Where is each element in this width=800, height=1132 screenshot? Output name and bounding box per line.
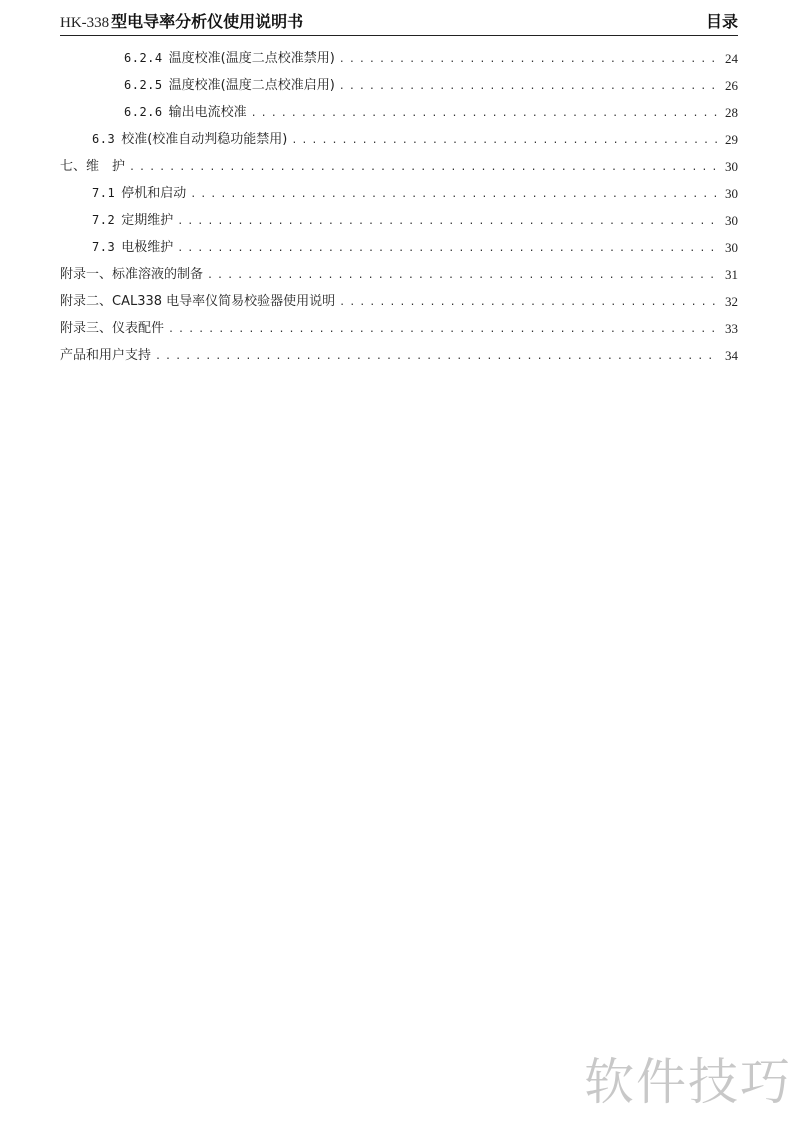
toc-entry-number: 7.3 (92, 240, 116, 254)
toc-dot-leader (190, 180, 718, 207)
toc-dot-leader (129, 153, 718, 180)
toc-page-number: 30 (725, 213, 738, 228)
toc-entry[interactable] (60, 72, 738, 99)
toc-entry-title: 产品和用户支持 (60, 348, 152, 363)
toc-page-number: 24 (725, 51, 738, 66)
watermark: 软件技巧 (584, 1053, 792, 1111)
header-title-group (60, 9, 303, 32)
toc-entry-number: 7.2 (92, 213, 116, 227)
toc-page-number: 30 (725, 186, 738, 201)
toc-dot-leader (207, 261, 718, 288)
toc-entry-number: 6.2.5 (124, 78, 163, 92)
toc-dot-leader (155, 342, 718, 369)
toc-page-number: 34 (725, 348, 738, 363)
toc-entry[interactable] (60, 234, 738, 261)
toc-entry[interactable] (60, 288, 738, 315)
toc-dot-leader (339, 72, 718, 99)
toc-entry[interactable] (60, 261, 738, 288)
toc-entry[interactable] (60, 45, 738, 72)
toc-entry-number: 6.2.4 (124, 51, 163, 65)
toc-dot-leader (339, 45, 718, 72)
toc-entry-title: 校准(校准自动判稳功能禁用) (121, 132, 288, 147)
toc-dot-leader (339, 288, 718, 315)
toc-dot-leader (251, 99, 718, 126)
toc-dot-leader (291, 126, 718, 153)
toc-page-number: 32 (725, 294, 738, 309)
toc-page-number: 28 (725, 105, 738, 120)
toc-entry-title: 附录二、CAL338 电导率仪简易校验器使用说明 (60, 294, 336, 309)
toc-page-number: 29 (725, 132, 738, 147)
toc-entry-number: 6.2.6 (124, 105, 163, 119)
header-section-label: 目录 (705, 12, 738, 31)
toc-entry-title: 附录三、仪表配件 (60, 321, 165, 336)
toc-entry[interactable] (60, 126, 738, 153)
toc-page-number: 30 (725, 240, 738, 255)
toc-dot-leader (168, 315, 718, 342)
toc-entry[interactable] (60, 180, 738, 207)
toc-entry[interactable] (60, 207, 738, 234)
toc-dot-leader (177, 234, 718, 261)
toc-entry-number: 6.3 (92, 132, 116, 146)
toc-entry-title: 温度校准(温度二点校准禁用) (168, 51, 335, 66)
toc-dot-leader (177, 207, 718, 234)
toc-entry[interactable] (60, 153, 738, 180)
toc-entry-title: 温度校准(温度二点校准启用) (168, 78, 335, 93)
page-header (60, 6, 738, 36)
toc-page-number: 30 (725, 159, 738, 174)
toc-entry-title: 电极维护 (121, 240, 174, 255)
toc-entry-title: 输出电流校准 (168, 105, 247, 120)
toc-page-number: 26 (725, 78, 738, 93)
toc-entry[interactable] (60, 342, 738, 369)
toc-entry[interactable] (60, 315, 738, 342)
toc-page-number: 31 (725, 267, 738, 282)
toc-entry-title: 定期维护 (121, 213, 174, 228)
toc-entry-title: 停机和启动 (121, 186, 187, 201)
toc-entry-number: 7.1 (92, 186, 116, 200)
header-model-number: HK-338 (60, 15, 110, 31)
table-of-contents (60, 45, 738, 369)
toc-entry[interactable] (60, 99, 738, 126)
toc-entry-title: 七、维 护 (60, 159, 126, 174)
toc-entry-title: 附录一、标准溶液的制备 (60, 267, 204, 282)
header-document-title: 型电导率分析仪使用说明书 (111, 12, 304, 31)
toc-page-number: 33 (725, 321, 738, 336)
